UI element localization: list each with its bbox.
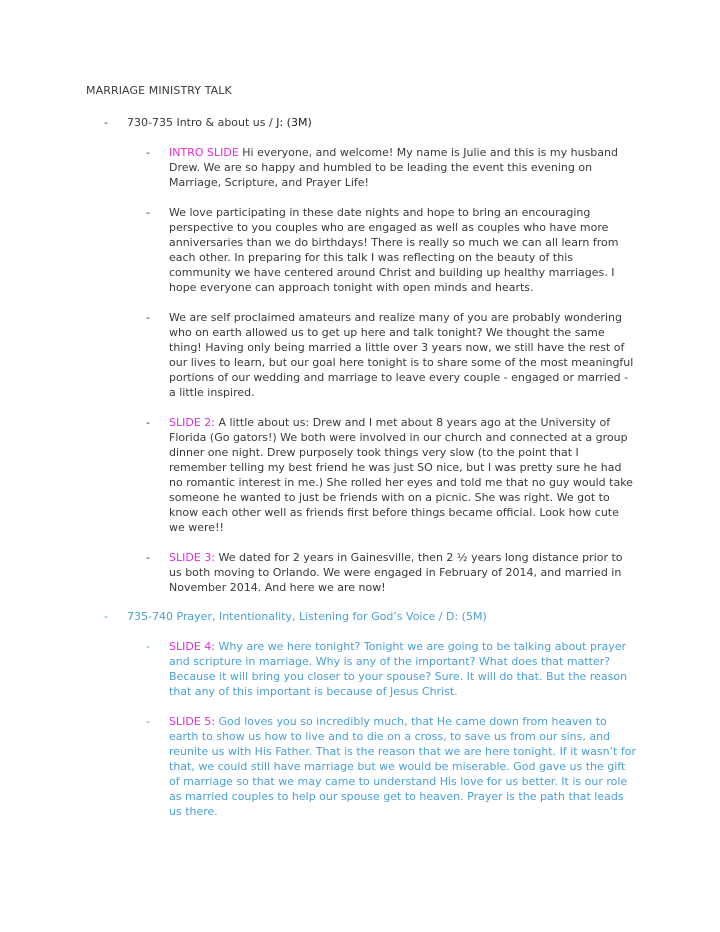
bullet-dash: -: [146, 311, 150, 324]
slide-label: INTRO SLIDE: [169, 146, 239, 159]
section-prayer: [104, 609, 644, 834]
bullet-dash: -: [146, 206, 150, 219]
item-body: We are self proclaimed amateurs and realize many of you are probably wondering who on earth allowed us to get up here and talk tonight? We thought the same thing! Having only being married a little over 3 years now, we still have the rest of our lives to learn, but our goal here tonight is to share some of the most meaningful portions of our wedding and marriage to leave every couple - engaged or married - a little inspired.: [169, 311, 634, 399]
bullet-dash: -: [146, 416, 150, 429]
section-heading-text: [127, 115, 312, 130]
section-heading-text: [127, 609, 487, 624]
list-item: [146, 205, 644, 295]
section-title: Intro & about us /: [172, 116, 277, 129]
section-intro: [104, 115, 644, 610]
list-item: [146, 639, 644, 699]
item-body: Hi everyone, and welcome! My name is Julie and this is my husband Drew. We are so happy and humbled to be leading the event this evening on Marriage, Scripture, and Prayer Life!: [169, 146, 618, 189]
item-text: [169, 145, 637, 190]
list-item: [146, 714, 644, 819]
section-items: [146, 639, 644, 819]
document-title: MARRIAGE MINISTRY TALK: [86, 84, 232, 97]
section-title: Prayer, Intentionality, Listening for God’s Voice / D: (5M): [172, 610, 487, 623]
section-time: 730-735: [127, 116, 173, 129]
item-text: [169, 415, 637, 535]
list-item: [146, 145, 644, 190]
item-body: Why are we here tonight? Tonight we are going to be talking about prayer and scripture in marriage. Why is any of the important? What does that matter? Because it will bring you closer to your spouse? Sure. It will do that. But the reason that any of this important is because of Jesus Christ.: [169, 640, 628, 698]
list-item: [146, 550, 644, 595]
item-body: We love participating in these date nights and hope to bring an encouraging perspective to you couples who are engaged as well as couples who have more anniversaries than we do birthdays! There is really so much we can all learn from each other. In preparing for this talk I was reflecting on the beauty of this community we have centered around Christ and building up healthy marriages. I hope everyone can approach tonight with open minds and hearts.: [169, 206, 619, 294]
item-body: A little about us: Drew and I met about 8 years ago at the University of Florida (Go gators!) We both were involved in our church and connected at a group dinner one night. Drew purposely took things very slow (to the point that I remember telling my best friend he was just SO nice, but I was pretty sure he had no romantic interest in me.) She rolled her eyes and told me that no guy would take someone he wanted to just be friends with on a picnic. She was right. We got to know each other well as friends first before things became official. Look how cute we were!!: [169, 416, 633, 534]
bullet-dash: -: [146, 146, 150, 159]
item-text: [169, 550, 637, 595]
item-text: [169, 714, 637, 819]
item-body: God loves you so incredibly much, that He came down from heaven to earth to show us how to live and to die on a cross, to save us from our sins, and reunite us with His Father. That is the reason that we are here tonight. If it wasn’t for that, we could still have marriage but we would be miserable. God gave us the gift of marriage so that we may came to understand His love for us better. It is our role as married couples to help our spouse get to heaven. Prayer is the path that leads us there.: [169, 715, 636, 818]
bullet-dash: -: [146, 715, 150, 728]
slide-label: SLIDE 4:: [169, 640, 215, 653]
bullet-dash: -: [146, 640, 150, 653]
section-heading: [104, 609, 644, 624]
list-item: [146, 415, 644, 535]
item-text: [169, 310, 637, 400]
bullet-dash: -: [104, 116, 108, 129]
item-text: [169, 639, 637, 699]
item-body: We dated for 2 years in Gainesville, then 2 ½ years long distance prior to us both moving to Orlando. We were engaged in February of 2014, and married in November 2014. And here we are now!: [169, 551, 623, 594]
section-items: [146, 145, 644, 595]
slide-label: SLIDE 3:: [169, 551, 215, 564]
item-text: [169, 205, 637, 295]
bullet-dash: -: [104, 610, 108, 623]
list-item: [146, 310, 644, 400]
section-heading: [104, 115, 644, 130]
bullet-dash: -: [146, 551, 150, 564]
section-time: 735-740: [127, 610, 173, 623]
slide-label: SLIDE 2:: [169, 416, 215, 429]
section-speaker: J: (3M): [276, 116, 312, 129]
slide-label: SLIDE 5:: [169, 715, 215, 728]
